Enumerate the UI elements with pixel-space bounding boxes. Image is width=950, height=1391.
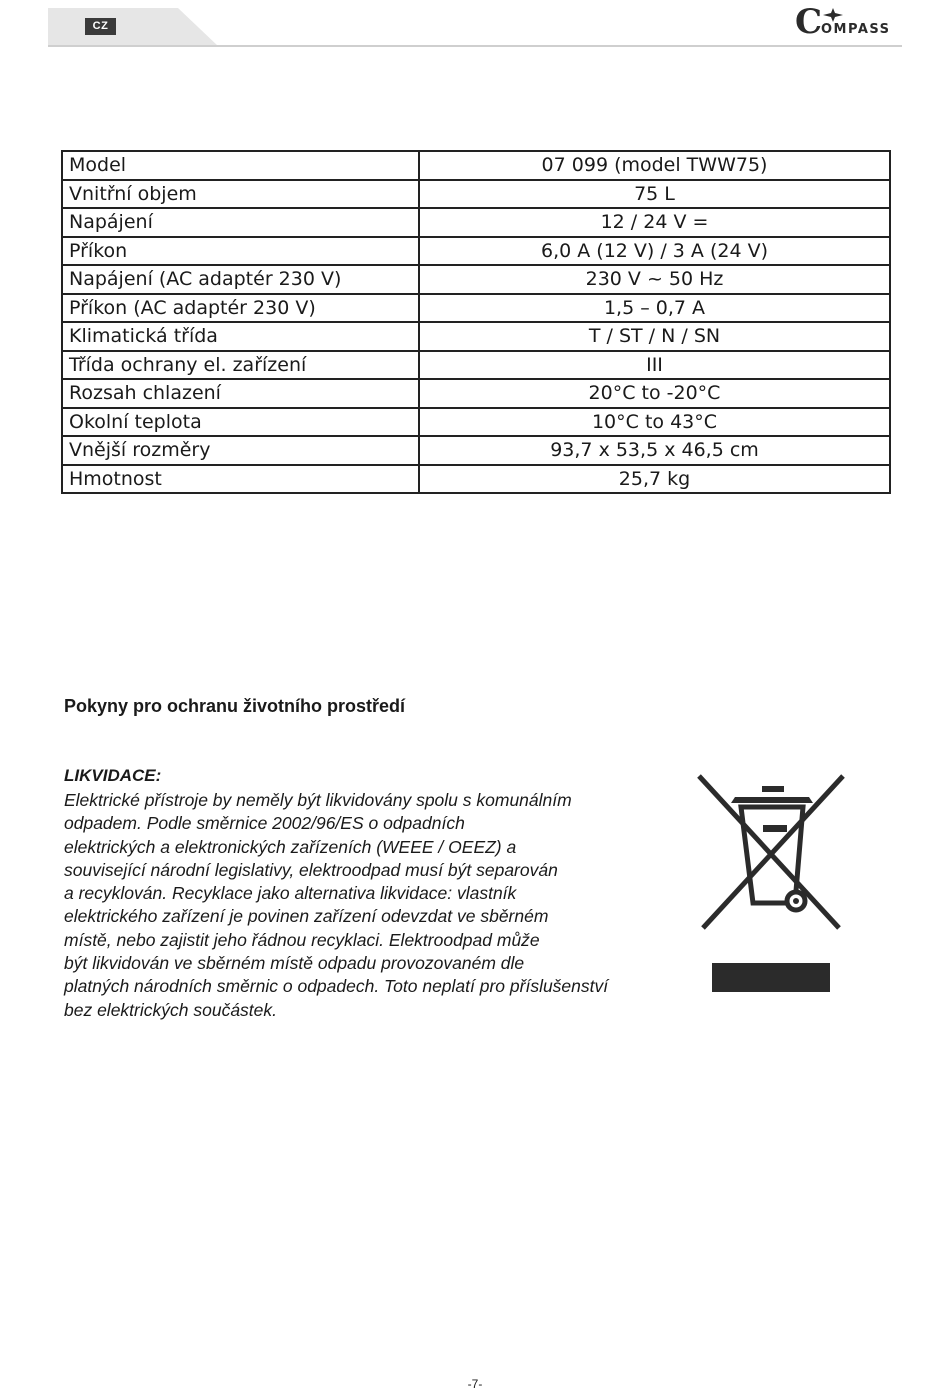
spec-row: [62, 294, 890, 323]
spec-label: Rozsah chlazení: [62, 379, 419, 408]
spec-label: Příkon: [62, 237, 419, 266]
spec-value: 12 / 24 V =: [419, 208, 890, 237]
page-number: -7-: [467, 1377, 483, 1391]
disposal-line: elektrických a elektronických zařízeních (WEEE / OEEZ) a: [64, 836, 517, 857]
spec-row: [62, 180, 890, 209]
spec-row: [62, 351, 890, 380]
spec-label: Vnější rozměry: [62, 436, 419, 465]
disposal-line: související národní legislativy, elektroodpad musí být separován: [64, 859, 558, 880]
spec-value: 07 099 (model TWW75): [419, 151, 890, 180]
spec-label: Třída ochrany el. zařízení: [62, 351, 419, 380]
disposal-line: elektrického zařízení je povinen zařízení odevzdat ve sběrném: [64, 906, 549, 927]
spec-row: [62, 237, 890, 266]
disposal-line: odpadem. Podle směrnice 2002/96/ES o odpadních: [64, 813, 465, 834]
spec-label: Napájení: [62, 208, 419, 237]
spec-label: Hmotnost: [62, 465, 419, 494]
spec-label: Okolní teplota: [62, 408, 419, 437]
spec-label: Model: [62, 151, 419, 180]
disposal-line: platných národních směrnic o odpadech. Toto neplatí pro příslušenství: [64, 976, 609, 997]
spec-row: [62, 265, 890, 294]
spec-value: 6,0 A (12 V) / 3 A (24 V): [419, 237, 890, 266]
spec-value: 230 V ~ 50 Hz: [419, 265, 890, 294]
spec-row: [62, 408, 890, 437]
language-badge: CZ: [85, 18, 116, 35]
spec-value: 93,7 x 53,5 x 46,5 cm: [419, 436, 890, 465]
disposal-line: bez elektrických součástek.: [64, 999, 278, 1020]
spec-row: [62, 151, 890, 180]
spec-value: 1,5 – 0,7 A: [419, 294, 890, 323]
logo-initial: C: [795, 2, 823, 42]
disposal-line: a recyklován. Recyklace jako alternativa likvidace: vlastník: [64, 883, 517, 904]
spec-label: Klimatická třída: [62, 322, 419, 351]
spec-row: [62, 379, 890, 408]
spec-value: 75 L: [419, 180, 890, 209]
compass-logo: [795, 2, 905, 42]
logo-star-icon: [823, 8, 843, 22]
spec-value: 10°C to 43°C: [419, 408, 890, 437]
disposal-line: Elektrické přístroje by neměly být likvidovány spolu s komunálním: [64, 790, 572, 810]
disposal-title: LIKVIDACE:: [64, 766, 162, 785]
spec-value: 25,7 kg: [419, 465, 890, 494]
logo-wordmark: OMPASS: [821, 22, 891, 37]
spec-label: Napájení (AC adaptér 230 V): [62, 265, 419, 294]
spec-value: T / ST / N / SN: [419, 322, 890, 351]
spec-row: [62, 436, 890, 465]
spec-row: [62, 465, 890, 494]
spec-row: [62, 322, 890, 351]
spec-label: Příkon (AC adaptér 230 V): [62, 294, 419, 323]
spec-label: Vnitřní objem: [62, 180, 419, 209]
spec-row: [62, 208, 890, 237]
header-divider: [48, 45, 902, 47]
weee-crossed-bin-icon: [697, 773, 845, 995]
environment-heading: Pokyny pro ochranu životního prostředí: [64, 696, 406, 716]
disposal-line: být likvidován ve sběrném místě odpadu provozovaném dle: [64, 953, 525, 974]
disposal-text: [64, 789, 684, 1022]
specifications-table: [61, 150, 891, 494]
spec-value: III: [419, 351, 890, 380]
spec-value: 20°C to -20°C: [419, 379, 890, 408]
header-band: [48, 8, 218, 48]
disposal-line: místě, nebo zajistit jeho řádnou recyklaci. Elektroodpad může: [64, 929, 540, 950]
